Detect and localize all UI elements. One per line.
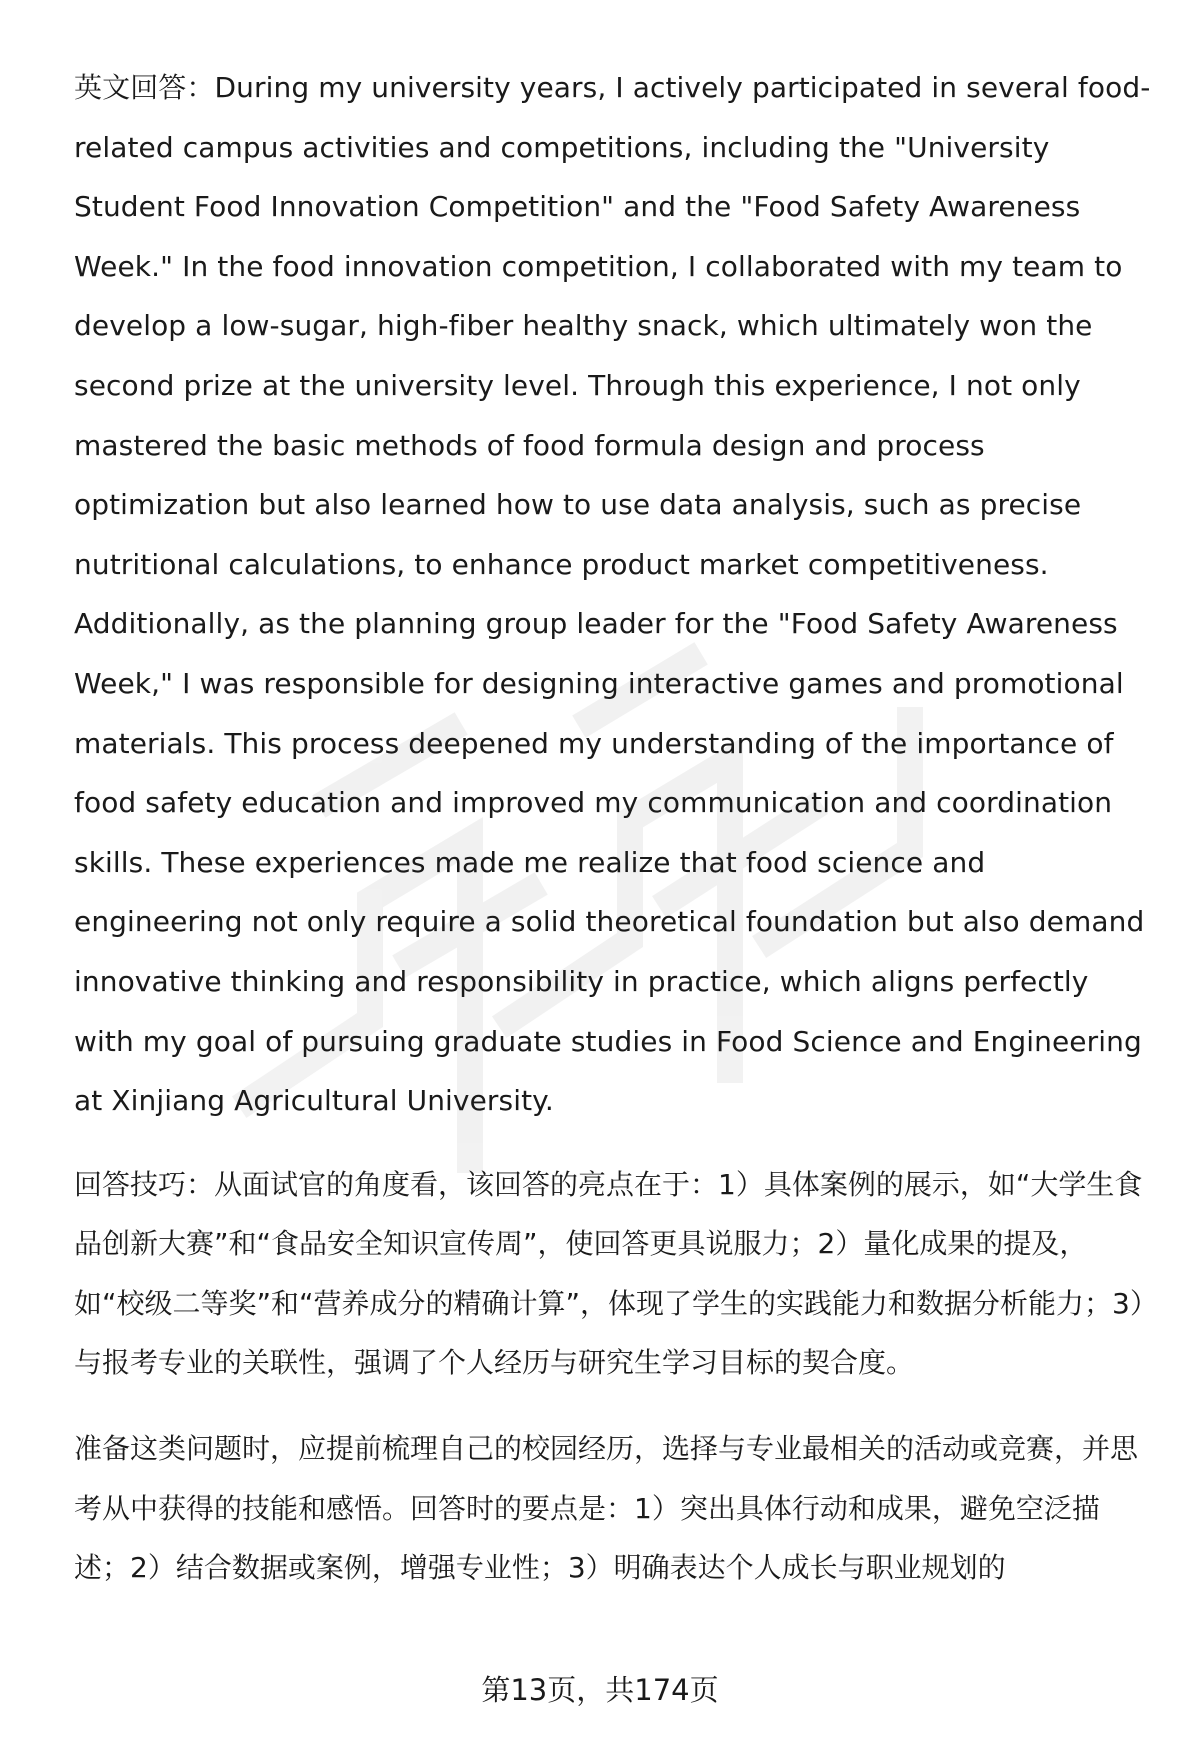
- page-number-footer: 第13页，共174页: [481, 1673, 719, 1707]
- answer-text: During my university years, I actively participated in several food-related campus activities and competitions, including the "University Student Food Innovation Competition" and the "Food Safety Awareness Week." In the food innovation competition, I collaborated with my team to develop a low-sugar, high-fiber healthy snack, which ultimately won the second prize at the university level. Through this experience, I not only mastered the basic methods of food formula design and process optimization but also learned how to use data analysis, such as precise nutritional calculations, to enhance product market competitiveness. Additionally, as the planning group leader for the "Food Safety Awareness Week," I was responsible for designing interactive games and promotional materials. This process deepened my understanding of the importance of food safety education and improved my communication and coordination skills. These experiences made me realize that food science and engineering not only require a solid theoretical foundation but also demand innovative thinking and responsibility in practice, which aligns perfectly with my goal of pursuing graduate studies in Food Science and Engineering at Xinjiang Agricultural University.: [74, 71, 1151, 1118]
- tips-label: 回答技巧：: [74, 1167, 215, 1201]
- answer-label: 英文回答：: [74, 71, 215, 104]
- tips-text: 从面试官的角度看，该回答的亮点在于：1）具体案例的展示，如“大学生食品创新大赛”和“食品安全知识宣传周”，使回答更具说服力；2）量化成果的提及，如“校级二等奖”和“营养成分的精确计算”，体现了学生的实践能力和数据分析能力；3）与报考专业的关联性，强调了个人经历与研究生学习目标的契合度。: [74, 1167, 1144, 1380]
- document-body: [74, 58, 1154, 1598]
- preparation-text: 准备这类问题时，应提前梳理自己的校园经历，选择与专业最相关的活动或竞赛，并思考从中获得的技能和感悟。回答时的要点是：1）突出具体行动和成果，避免空泛描述；2）结合数据或案例，增强专业性；3）明确表达个人成长与职业规划的: [74, 1432, 1139, 1585]
- english-answer-paragraph: [74, 58, 1154, 1131]
- tips-paragraph: [74, 1155, 1154, 1393]
- preparation-paragraph: [74, 1419, 1154, 1598]
